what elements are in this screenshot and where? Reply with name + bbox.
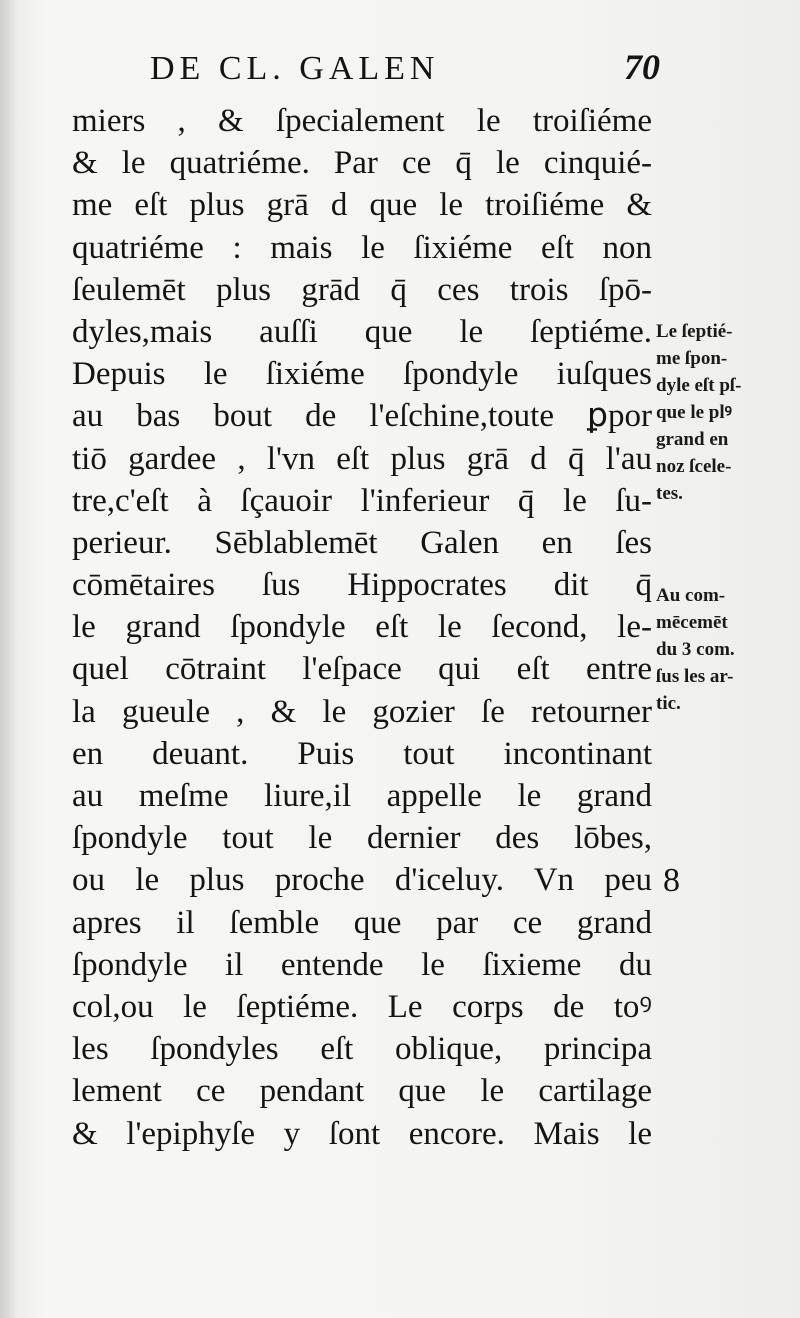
marginal-note-line: Au com- xyxy=(656,585,726,606)
text-line: & l'epiphyſe y ſont encore. Mais le xyxy=(72,1115,652,1152)
text-line: en deuant. Puis tout incontinant xyxy=(72,735,652,772)
text-line: Depuis le ſixiéme ſpondyle iuſques xyxy=(72,356,652,393)
text-line: quel cōtraint l'eſpace qui eſt entre xyxy=(72,651,652,688)
text-line: apres il ſemble que par ce grand xyxy=(72,904,652,941)
text-line: cōmētaires ſus Hippocrates dit q̄ xyxy=(72,567,652,604)
marginal-note-line: mēcemēt xyxy=(656,612,728,633)
marginal-note-line: Le ſeptié- xyxy=(656,321,733,342)
text-line: la gueule , & le gozier ſe retourner xyxy=(72,693,652,730)
text-line: le grand ſpondyle eſt le ſecond, le- xyxy=(72,609,652,646)
text-line: & le quatriéme. Par ce q̄ le cinquié- xyxy=(72,145,652,182)
marginal-note-line: noz ſcele- xyxy=(656,456,732,477)
text-line: tre,c'eſt à ſçauoir l'inferieur q̄ le ſu- xyxy=(72,482,652,519)
marginal-note-commentary-reference xyxy=(656,582,794,717)
marginal-note-line: ſus les ar- xyxy=(656,666,734,687)
text-line: perieur. Sēblablemēt Galen en ſes xyxy=(72,524,652,561)
text-line: ſpondyle il entende le ſixieme du xyxy=(72,946,652,983)
marginal-note-line: grand en xyxy=(656,429,729,450)
marginal-note-line: me ſpon- xyxy=(656,348,728,369)
text-line: les ſpondyles eſt oblique, principa xyxy=(72,1031,652,1068)
running-title: DE CL. GALEN xyxy=(150,50,440,87)
marginal-note-line: tic. xyxy=(656,693,681,714)
page-header xyxy=(150,42,660,102)
text-line: quatriéme : mais le ſixiéme eſt non xyxy=(72,229,652,266)
marginal-number: 8 xyxy=(663,862,680,899)
text-line: lement ce pendant que le cartilage xyxy=(72,1073,652,1110)
marginal-note-line: du 3 com. xyxy=(656,639,735,660)
text-line: au meſme liure,il appelle le grand xyxy=(72,778,652,814)
text-line: me eſt plus grā d que le troiſiéme & xyxy=(72,187,652,224)
text-line: ſpondyle tout le dernier des lōbes, xyxy=(72,820,652,857)
text-line: dyles,mais auſſi que le ſeptiéme. xyxy=(72,313,652,350)
marginal-note-line: tes. xyxy=(656,483,683,504)
text-line: col,ou le ſeptiéme. Le corps de toꝰ xyxy=(72,988,652,1025)
marginal-note-line: dyle eſt pſ- xyxy=(656,375,742,396)
text-line: miers , & ſpecialement le troiſiéme xyxy=(72,103,652,139)
marginal-note-seventh-vertebra xyxy=(656,318,794,507)
text-line: au bas bout de l'eſchine,toute ꝑpor xyxy=(72,398,652,435)
text-line: ou le plus proche d'iceluy. Vn peu xyxy=(72,862,652,899)
page-number: 70 xyxy=(624,47,660,87)
text-line: tiō gardee , l'vn eſt plus grā d q̄ l'au xyxy=(72,440,652,477)
text-line: ſeulemēt plus grād q̄ ces trois ſpō- xyxy=(72,271,652,308)
marginal-note-line: que le plꝰ xyxy=(656,402,732,423)
body-text xyxy=(72,100,652,1155)
